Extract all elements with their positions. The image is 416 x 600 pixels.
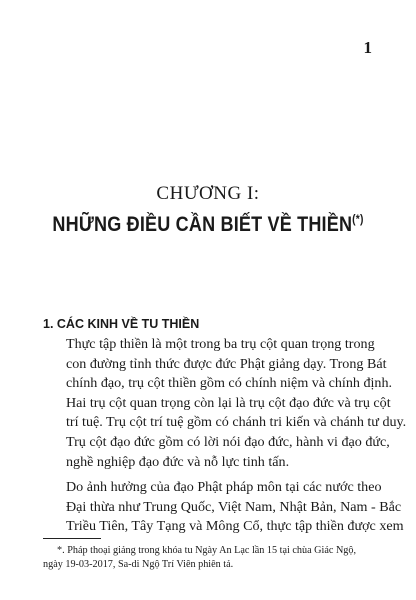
footnote-line: ngày 19-03-2017, Sa-di Ngộ Trí Viên phiên tả. xyxy=(43,558,234,570)
footnote xyxy=(43,544,377,571)
text-line: Đại thừa như Trung Quốc, Việt Nam, Nhật Bản, Nam - Bắc xyxy=(66,498,402,515)
footnote-line: *. Pháp thoại giảng trong khóa tu Ngày An Lạc lần 15 tại chùa Giác Ngộ, xyxy=(57,545,357,556)
chapter-title xyxy=(29,212,387,237)
text-line: Do ảnh hưởng của đạo Phật pháp môn tại các nước theo xyxy=(66,479,382,496)
text-line: con đường tỉnh thức được đức Phật giảng dạy. Trong Bát xyxy=(66,355,387,372)
text-line: Trụ cột đạo đức gồm có lời nói đạo đức, hành vi đạo đức, xyxy=(66,433,390,450)
text-line: nghề nghiệp đạo đức và nỗ lực tinh tấn. xyxy=(66,453,290,470)
text-line: chính đạo, trụ cột thiền gồm có chính niệm và chính định. xyxy=(66,375,393,392)
text-line: trí tuệ. Trụ cột trí tuệ gồm có chánh tri kiến và chánh tư duy. xyxy=(66,414,407,431)
text-line: Thực tập thiền là một trong ba trụ cột quan trọng trong xyxy=(66,336,375,352)
text-line: Hai trụ cột quan trọng còn lại là trụ cột đạo đức và trụ cột xyxy=(66,394,391,411)
page-number: 1 xyxy=(363,38,372,57)
paragraph xyxy=(43,335,407,472)
footnote-marker: (*) xyxy=(352,212,364,226)
section-heading: 1. CÁC KINH VỀ TU THIỀN xyxy=(43,317,200,331)
body-text xyxy=(43,335,407,543)
footnote-divider xyxy=(43,538,101,539)
chapter-title-text: NHỮNG ĐIỀU CẦN BIẾT VỀ THIỀN xyxy=(52,213,353,236)
chapter-label: CHƯƠNG I: xyxy=(156,183,260,204)
paragraph xyxy=(43,478,404,537)
text-line: Triều Tiên, Tây Tạng và Mông Cổ, thực tập thiền được xem xyxy=(66,518,404,535)
